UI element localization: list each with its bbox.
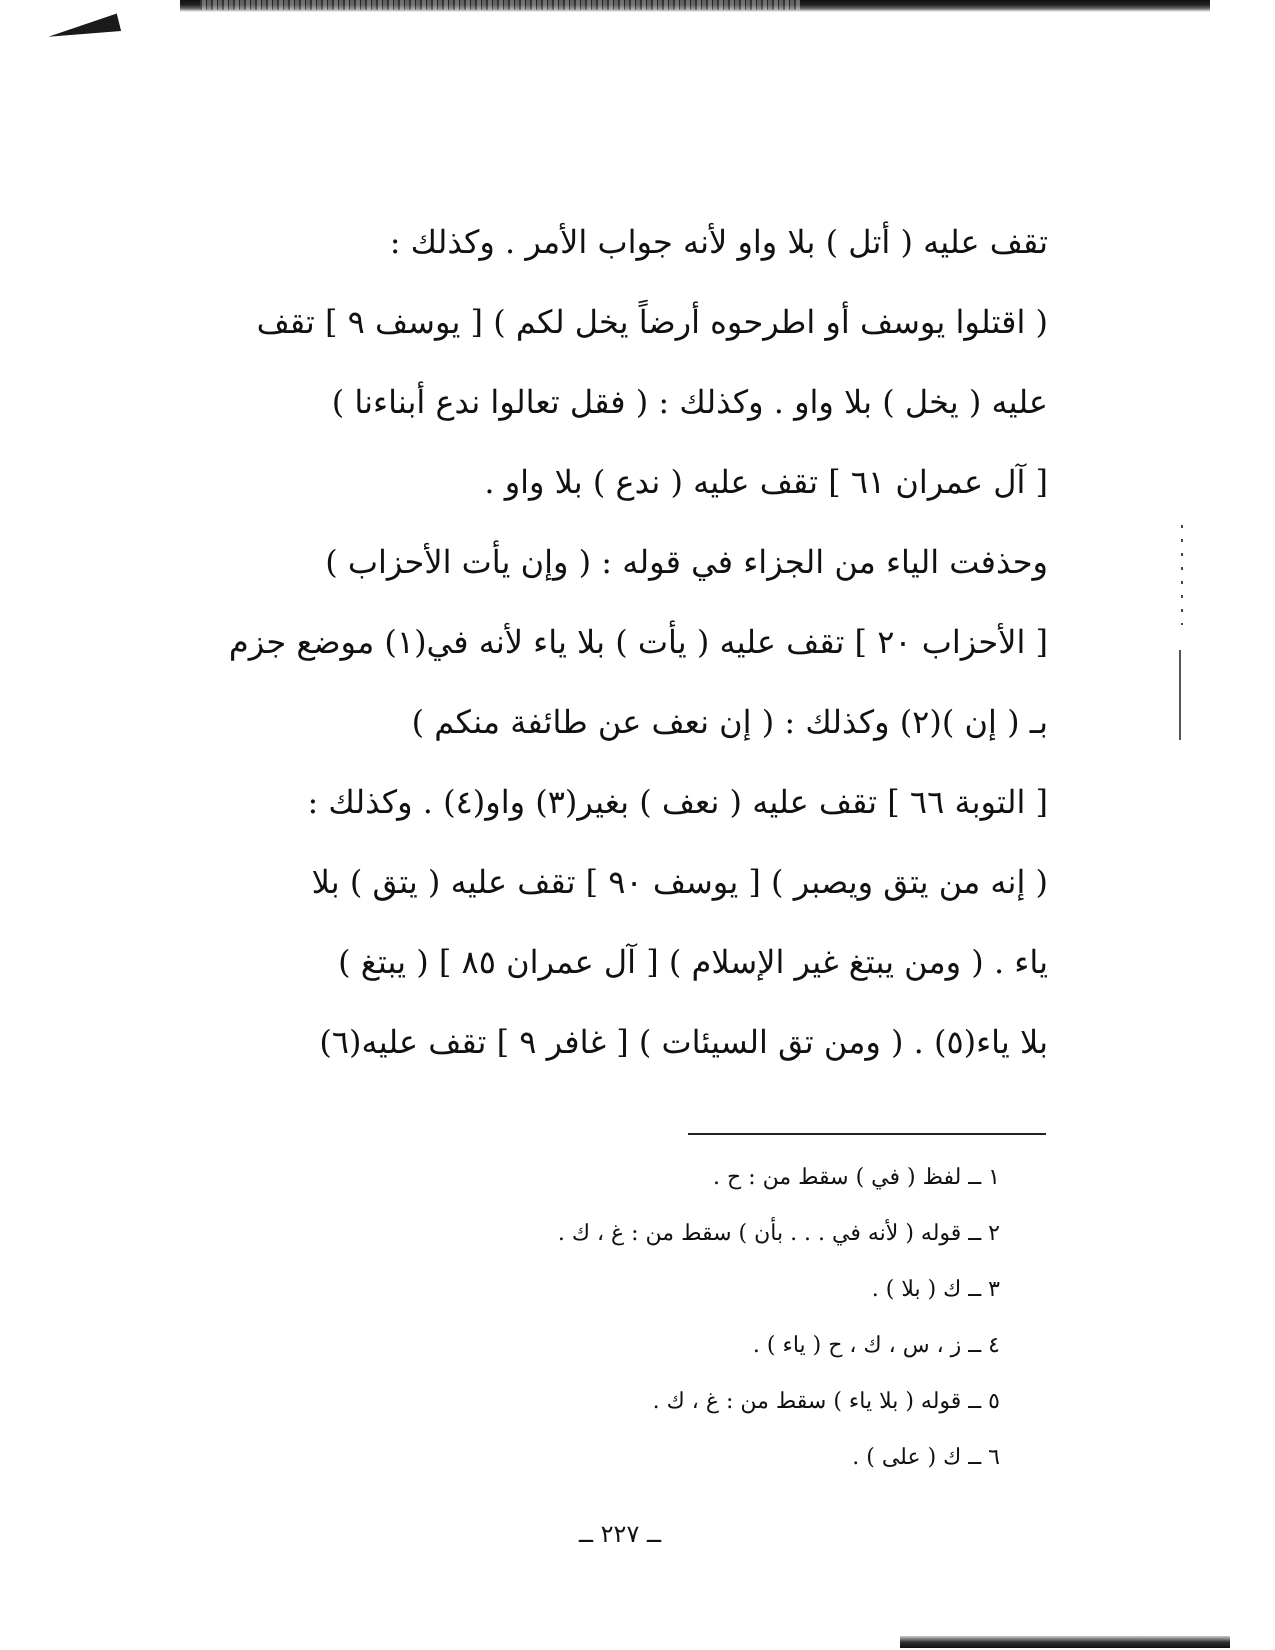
page-number: ــ ٢٢٧ ــ xyxy=(578,1520,662,1548)
footnote-item: ٣ ــ ك ( بلا ) . xyxy=(871,1277,1000,1302)
body-line: بلا ياء(٥) . ( ومن تق السيئات ) [ غافر ٩ ] تقف عليه(٦) xyxy=(319,1023,1048,1061)
scan-right-line xyxy=(1179,650,1181,740)
footnote-item: ٢ ــ قوله ( لأنه في . . . بأن ) سقط من : غ ، ك . xyxy=(557,1221,1000,1246)
body-line: ( اقتلوا يوسف أو اطرحوه أرضاً يخل لكم ) [ يوسف ٩ ] تقف xyxy=(256,303,1048,341)
body-line: بـ ( إن )(٢) وكذلك : ( إن نعف عن طائفة منكم ) xyxy=(411,703,1048,741)
scan-top-noise xyxy=(200,0,800,10)
page-body xyxy=(228,202,1048,1082)
body-line: [ آل عمران ٦١ ] تقف عليه ( ندع ) بلا واو . xyxy=(484,463,1048,501)
body-line: عليه ( يخل ) بلا واو . وكذلك : ( فقل تعالوا ندع أبناءنا ) xyxy=(331,383,1048,421)
body-line: ياء . ( ومن يبتغ غير الإسلام ) [ آل عمران ٨٥ ] ( يبتغ ) xyxy=(338,943,1048,981)
body-line: [ التوبة ٦٦ ] تقف عليه ( نعف ) بغير(٣) واو(٤) . وكذلك : xyxy=(307,783,1048,821)
footnote-item: ٥ ــ قوله ( بلا ياء ) سقط من : غ ، ك . xyxy=(652,1389,1000,1414)
body-line: تقف عليه ( أتل ) بلا واو لأنه جواب الأمر . وكذلك : xyxy=(389,223,1048,261)
footnote-item: ٤ ــ ز ، س ، ك ، ح ( ياء ) . xyxy=(752,1333,1000,1358)
scan-corner-mark xyxy=(47,14,121,49)
footnotes xyxy=(300,1150,1000,1486)
scan-right-dots xyxy=(1181,525,1183,625)
body-line: وحذفت الياء من الجزاء في قوله : ( وإن يأت الأحزاب ) xyxy=(325,543,1048,581)
footnote-item: ٦ ــ ك ( على ) . xyxy=(852,1445,1000,1470)
footnote-item: ١ ــ لفظ ( في ) سقط من : ح . xyxy=(713,1165,1000,1190)
body-line: ( إنه من يتق ويصبر ) [ يوسف ٩٠ ] تقف عليه ( يتق ) بلا xyxy=(311,863,1048,901)
body-line: [ الأحزاب ٢٠ ] تقف عليه ( يأت ) بلا ياء لأنه في(١) موضع جزم xyxy=(228,623,1048,661)
footnote-divider xyxy=(688,1133,1046,1135)
scan-bottom-edge xyxy=(900,1636,1230,1648)
